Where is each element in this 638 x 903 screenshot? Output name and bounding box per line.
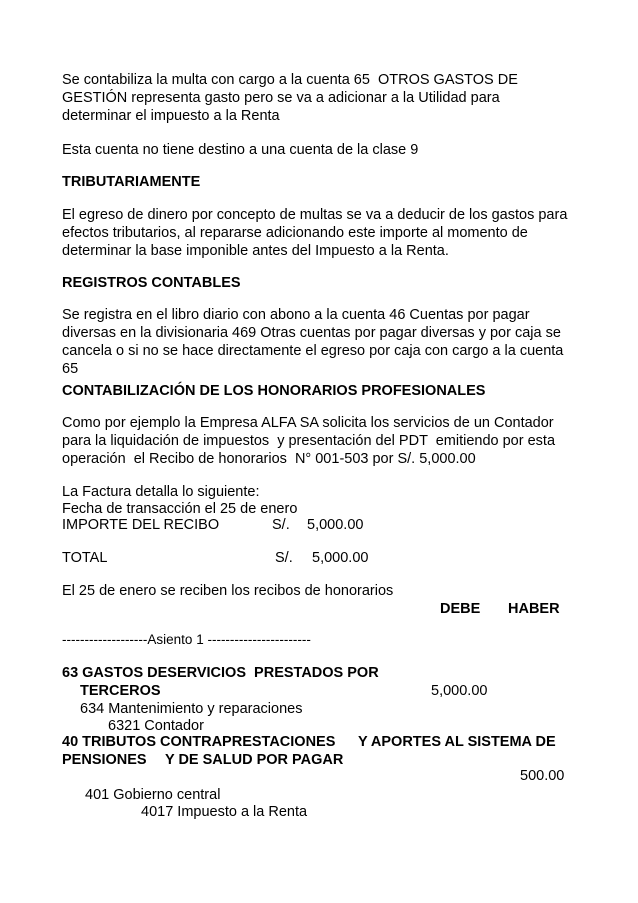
para-clase-9: Esta cuenta no tiene destino a una cuenta de la clase 9 — [62, 142, 419, 158]
account-40-line-1b: Y APORTES AL SISTEMA DE — [358, 734, 556, 750]
para-registro-line-4: 65 — [62, 361, 79, 377]
importe-currency: S/. — [272, 517, 290, 533]
account-63-line-1: 63 GASTOS DESERVICIOS PRESTADOS POR — [62, 665, 379, 681]
para-registro-line-3: cancela o si no se hace directamente el egreso por caja con cargo a la cuenta — [62, 343, 564, 359]
para-ejemplo-line-2: para la liquidación de impuestos y presentación del PDT emitiendo por esta — [62, 433, 556, 449]
para-ejemplo-line-1: Como por ejemplo la Empresa ALFA SA solicita los servicios de un Contador — [62, 415, 554, 431]
column-haber: HABER — [508, 601, 560, 617]
column-debe: DEBE — [440, 601, 481, 617]
account-40-haber-amount: 500.00 — [520, 768, 565, 784]
para-egreso-line-1: El egreso de dinero por concepto de multas se va a deducir de los gastos para — [62, 207, 568, 223]
account-4017: 4017 Impuesto a la Renta — [141, 804, 308, 820]
account-401: 401 Gobierno central — [85, 787, 221, 803]
account-63-line-2: TERCEROS — [80, 683, 161, 699]
total-label: TOTAL — [62, 550, 108, 566]
para-egreso-line-3: determinar la base imponible antes del Impuesto a la Renta. — [62, 243, 449, 259]
para-registro-line-1: Se registra en el libro diario con abono a la cuenta 46 Cuentas por pagar — [62, 307, 530, 323]
total-value: 5,000.00 — [312, 550, 369, 566]
heading-registros-contables: REGISTROS CONTABLES — [62, 275, 241, 291]
para-egreso-line-2: efectos tributarios, al repararse adicionando este importe al momento de — [62, 225, 528, 241]
para-recibos: El 25 de enero se reciben los recibos de honorarios — [62, 583, 394, 599]
para-multa-line-1: Se contabiliza la multa con cargo a la cuenta 65 OTROS GASTOS DE — [62, 72, 518, 88]
heading-tributariamente: TRIBUTARIAMENTE — [62, 174, 201, 190]
heading-honorarios: CONTABILIZACIÓN DE LOS HONORARIOS PROFESIONALES — [62, 383, 486, 399]
importe-label: IMPORTE DEL RECIBO — [62, 517, 220, 533]
para-multa-line-3: determinar el impuesto a la Renta — [62, 108, 280, 124]
para-ejemplo-line-3: operación el Recibo de honorarios N° 001-503 por S/. 5,000.00 — [62, 451, 476, 467]
account-40-line-1a: 40 TRIBUTOS CONTRAPRESTACIONES — [62, 734, 336, 750]
total-currency: S/. — [275, 550, 293, 566]
importe-value: 5,000.00 — [307, 517, 364, 533]
asiento-separator: -------------------Asiento 1 ----------------------- — [62, 632, 311, 647]
account-6321: 6321 Contador — [108, 718, 204, 734]
account-63-debe-amount: 5,000.00 — [431, 683, 488, 699]
factura-fecha: Fecha de transacción el 25 de enero — [62, 501, 298, 517]
account-40-line-2b: Y DE SALUD POR PAGAR — [165, 752, 344, 768]
para-registro-line-2: diversas en la divisionaria 469 Otras cuentas por pagar diversas y por caja se — [62, 325, 561, 341]
para-multa-line-2: GESTIÓN representa gasto pero se va a adicionar a la Utilidad para — [62, 90, 500, 106]
factura-intro: La Factura detalla lo siguiente: — [62, 484, 260, 500]
account-40-line-2a: PENSIONES — [62, 752, 147, 768]
account-634: 634 Mantenimiento y reparaciones — [80, 701, 303, 717]
